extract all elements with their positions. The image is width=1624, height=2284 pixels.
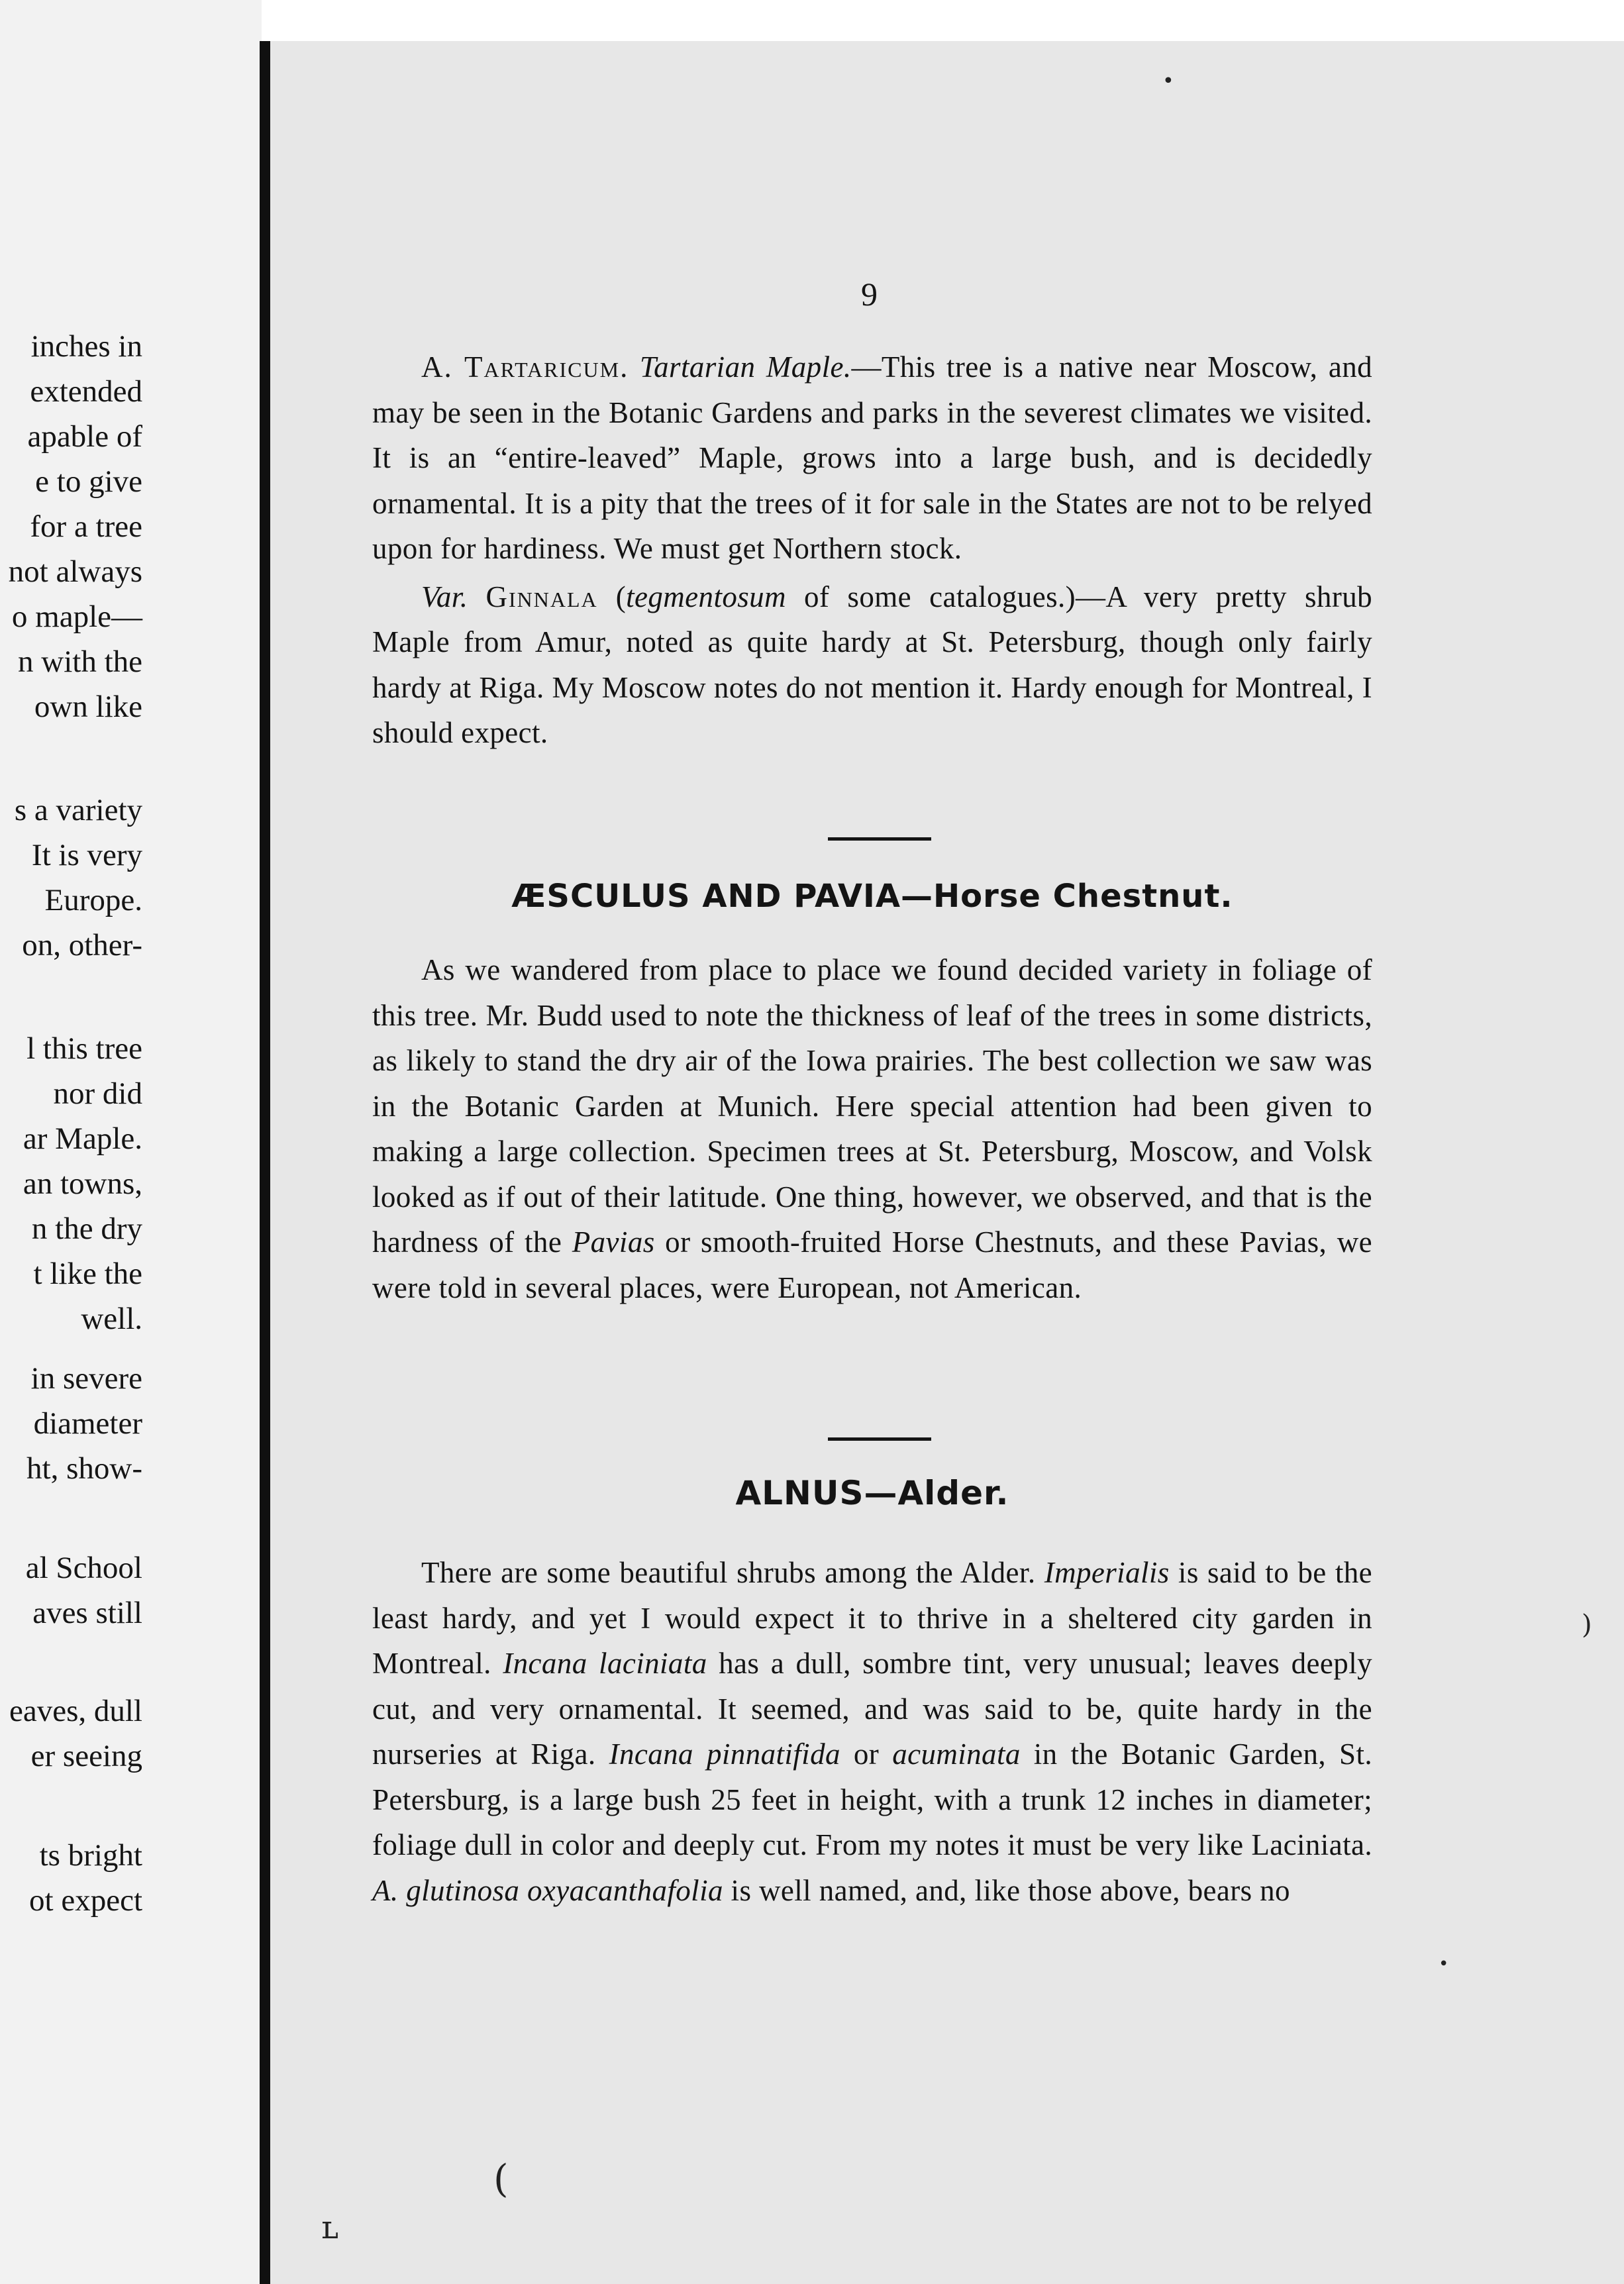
tartaricum-text: —This tree is a native near Moscow, and may be seen in the Botanic Gardens and parks in the severest climates we visited. It is an “entire-leaved” Maple, grows into a large bush, and is decidedly ornamental. It is a pity that the trees of it for sale in the States are not to be relyed upon for hardiness. We must get Northern stock. [372,350,1372,565]
page-number: 9 [861,276,878,313]
left-page-line: s a variety [14,793,142,827]
left-page-line: ot expect [29,1883,142,1918]
tartaricum-name: A. Tartaricum. [421,350,629,384]
left-page-line: diameter [33,1406,142,1441]
left-page-line: inches in [30,329,142,364]
alnus-entry [372,1550,1372,1913]
left-page-line: n with the [18,645,142,679]
aesculus-entry [372,947,1372,1310]
left-page-line: ar Maple. [23,1121,142,1156]
left-page-line: own like [34,690,142,724]
left-page-line: e to give [35,464,142,499]
alnus-text: or [840,1738,893,1771]
left-page-line: extended [30,374,142,409]
maple-entries [372,344,1372,756]
page-fold-shadow [260,41,270,2284]
left-page-line: ht, show- [26,1451,142,1486]
margin-mark: ʟ [321,2209,339,2246]
left-page-fragment [0,0,262,2284]
ginnala-paragraph [372,574,1372,756]
aesculus-text-a: As we wandered from place to place we found decided variety in foliage of this tree. Mr. Budd used to note the thickness of leaf of the trees in some districts, as likely to stand the dry air of the Iowa prairies. The best collection we saw was in the Botanic Garden at Munich. Here special attention had been given to making a large collection. Specimen trees at St. Petersburg, Moscow, and Volsk looked as if out of their latitude. One thing, however, we observed, and that is the hardness of the [372,953,1372,1259]
left-page-line: ts bright [39,1838,142,1873]
left-page-line: not always [8,554,142,589]
speck-mark: • [1439,1954,1449,1974]
alnus-text: in the Botanic Garden, St. Petersburg, is a large bush 25 feet in height, with a trunk 12 inches in diameter; foliage dull in color and deeply cut. From my notes it must be very like Laciniata. [372,1738,1373,1861]
pavias-term: Pavias [572,1225,655,1259]
margin-mark: ) [1582,1610,1592,1640]
alnus-paragraph [372,1550,1372,1913]
aesculus-text-b: or smooth-fruited Horse Chestnuts, and these Pavias, we were told in several places, were European, not American. [372,1225,1372,1304]
left-page-line: l this tree [26,1031,142,1066]
ginnala-text: of some catalogues.)—A very pretty shrub Maple from Amur, noted as quite hardy at St. Petersburg, though only fairly hardy at Riga. My Moscow notes do not mention it. Hardy enough for Montreal, I should expect. [372,580,1373,749]
left-page-line: an towns, [23,1167,142,1201]
ginnala-synonym: tegmentosum [626,580,786,613]
ginnala-paren: ( [597,580,627,613]
section-divider [828,837,931,841]
speck-mark: • [1162,70,1174,93]
acuminata-term: acuminata [892,1738,1021,1771]
glutinosa-term: A. glutinosa oxyacanthafolia [372,1873,723,1907]
left-page-line: in severe [30,1361,142,1396]
imperialis-term: Imperialis [1044,1556,1170,1589]
left-page-line: for a tree [30,509,142,544]
left-page-line: t like the [33,1257,142,1291]
left-page-line: It is very [31,838,142,872]
left-page-line: er seeing [30,1739,142,1773]
left-page-line: o maple— [11,599,142,634]
alnus-heading: ALNUS—Alder. [735,1474,1009,1512]
margin-mark: ( [493,2156,509,2201]
left-page-line: al School [25,1551,142,1585]
tartaricum-common-name: Tartarian Maple. [639,350,852,384]
left-page-line: n the dry [31,1212,142,1246]
alnus-text: has a dull, sombre tint, very unusual; leaves deeply cut, and very ornamental. It seemed, and was said to be, quite hardy in the nurseries at Riga. [372,1647,1372,1771]
aesculus-heading: ÆSCULUS AND PAVIA—Horse Chestnut. [511,878,1233,915]
alnus-text: is well named, and, like those above, bears no [723,1873,1290,1907]
alnus-text: is said to be the least hardy, and yet I would expect it to thrive in a sheltered city garden in Montreal. [372,1556,1372,1680]
left-page-line: aves still [32,1596,142,1630]
left-page-line: nor did [53,1076,142,1111]
left-page-line: eaves, dull [9,1694,142,1728]
left-page-line: well. [81,1302,142,1336]
left-page-line: apable of [27,419,142,454]
left-page-line: Europe. [44,883,142,917]
section-divider [828,1437,931,1441]
incana-laciniata-term: Incana laciniata [503,1647,707,1680]
alnus-text: There are some beautiful shrubs among the Alder. [421,1556,1044,1589]
aesculus-paragraph [372,947,1372,1310]
tartaricum-paragraph [372,344,1372,572]
left-page-line: on, other- [22,928,142,962]
ginnala-name: Ginnala [485,580,598,613]
incana-pinnatifida-term: Incana pinnatifida [609,1738,840,1771]
ginnala-var-label: Var. [421,580,468,613]
